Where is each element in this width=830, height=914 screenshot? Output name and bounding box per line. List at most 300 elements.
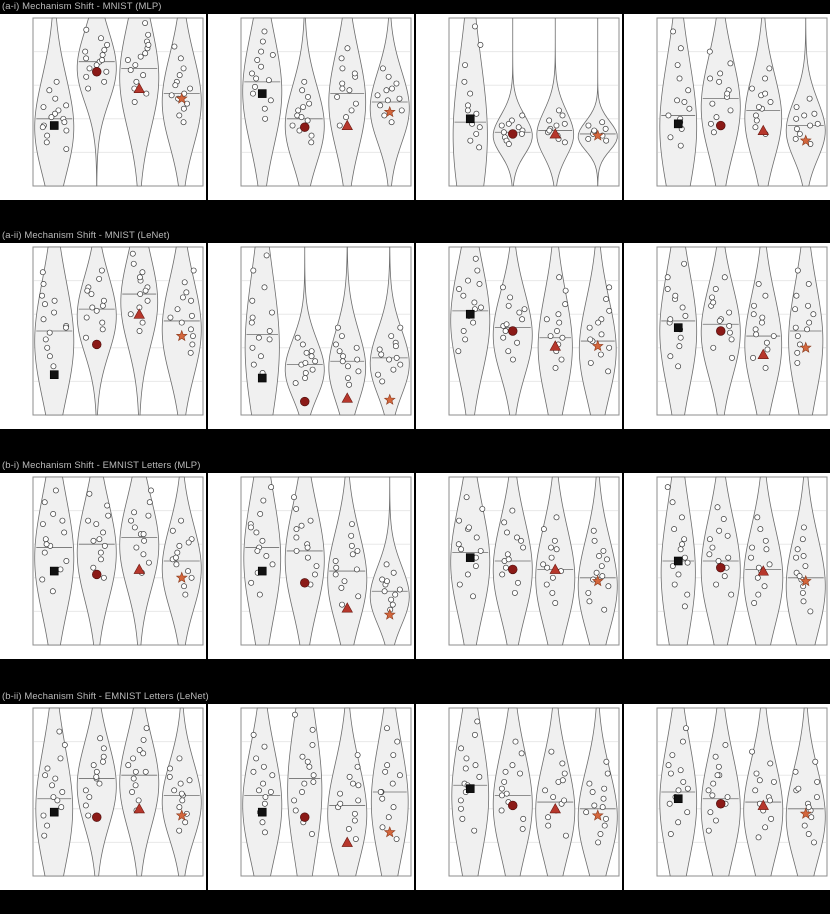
scatter-point: [607, 345, 612, 350]
scatter-point: [681, 779, 686, 784]
scatter-point: [749, 545, 754, 550]
scatter-point: [295, 335, 300, 340]
scatter-point: [545, 565, 550, 570]
scatter-point: [262, 106, 267, 111]
scatter-point: [83, 49, 88, 54]
scatter-point: [99, 268, 104, 273]
scatter-point: [100, 303, 105, 308]
scatter-point: [763, 825, 768, 830]
scatter-point: [519, 317, 524, 322]
scatter-point: [258, 354, 263, 359]
scatter-point: [83, 788, 88, 793]
scatter-point: [763, 91, 768, 96]
violin-body: [536, 477, 575, 645]
scatter-point: [133, 62, 138, 67]
scatter-point: [98, 36, 103, 41]
scatter-point: [673, 293, 678, 298]
scatter-point: [268, 98, 273, 103]
scatter-point: [262, 744, 267, 749]
summary-marker-square: [258, 808, 266, 816]
summary-marker-square: [50, 567, 58, 575]
scatter-point: [258, 511, 263, 516]
scatter-point: [131, 776, 136, 781]
scatter-point: [262, 801, 267, 806]
scatter-point: [184, 101, 189, 106]
scatter-point: [254, 76, 259, 81]
scatter-point: [707, 537, 712, 542]
scatter-point: [86, 518, 91, 523]
violin-body: [786, 477, 825, 645]
scatter-point: [255, 57, 260, 62]
scatter-point: [560, 113, 565, 118]
scatter-point: [503, 769, 508, 774]
violin-body: [537, 18, 574, 186]
scatter-point: [771, 779, 776, 784]
scatter-point: [471, 320, 476, 325]
scatter-point: [86, 86, 91, 91]
scatter-point: [136, 798, 141, 803]
scatter-point: [813, 759, 818, 764]
scatter-point: [356, 798, 361, 803]
scatter-point: [254, 756, 259, 761]
scatter-point: [97, 276, 102, 281]
scatter-point: [144, 91, 149, 96]
scatter-point: [505, 552, 510, 557]
scatter-point: [342, 579, 347, 584]
scatter-point: [168, 315, 173, 320]
summary-marker-square: [50, 122, 58, 130]
scatter-point: [462, 79, 467, 84]
scatter-point: [41, 281, 46, 286]
scatter-point: [393, 344, 398, 349]
violin-body: [493, 18, 532, 186]
summary-marker-circle: [92, 813, 101, 822]
scatter-point: [299, 789, 304, 794]
scatter-point: [300, 88, 305, 93]
scatter-point: [729, 355, 734, 360]
summary-marker-circle: [92, 67, 101, 76]
scatter-point: [347, 88, 352, 93]
scatter-point: [598, 352, 603, 357]
summary-marker-square: [674, 120, 682, 128]
scatter-point: [751, 312, 756, 317]
scatter-point: [51, 511, 56, 516]
scatter-point: [142, 20, 147, 25]
scatter-point: [513, 739, 518, 744]
scatter-point: [548, 333, 553, 338]
scatter-point: [175, 550, 180, 555]
scatter-point: [178, 56, 183, 61]
violin-panel: [208, 243, 414, 429]
scatter-point: [134, 545, 139, 550]
scatter-point: [181, 106, 186, 111]
scatter-point: [350, 552, 355, 557]
scatter-point: [687, 106, 692, 111]
scatter-point: [250, 91, 255, 96]
scatter-point: [721, 516, 726, 521]
scatter-point: [456, 349, 461, 354]
scatter-point: [748, 555, 753, 560]
section-title: (b-ii) Mechanism Shift - EMNIST Letters (LeNet): [2, 691, 209, 702]
violin-canvas: [208, 243, 414, 429]
scatter-point: [768, 761, 773, 766]
scatter-point: [132, 525, 137, 530]
scatter-point: [84, 27, 89, 32]
scatter-point: [51, 364, 56, 369]
scatter-point: [181, 120, 186, 125]
scatter-point: [53, 776, 58, 781]
scatter-point: [260, 781, 265, 786]
scatter-point: [758, 526, 763, 531]
scatter-point: [260, 820, 265, 825]
scatter-point: [754, 118, 759, 123]
scatter-point: [40, 521, 45, 526]
violin-panel: [0, 704, 206, 890]
scatter-point: [128, 312, 133, 317]
summary-marker-circle: [92, 570, 101, 579]
violin-body: [578, 708, 617, 876]
violin-body: [120, 477, 159, 645]
scatter-point: [94, 62, 99, 67]
violin-body: [77, 477, 116, 645]
scatter-point: [303, 370, 308, 375]
scatter-point: [519, 131, 524, 136]
scatter-point: [167, 774, 172, 779]
scatter-point: [308, 518, 313, 523]
scatter-point: [802, 113, 807, 118]
scatter-point: [126, 763, 131, 768]
violin-body: [578, 477, 617, 645]
scatter-point: [560, 761, 565, 766]
scatter-point: [350, 781, 355, 786]
scatter-point: [464, 756, 469, 761]
scatter-point: [40, 125, 45, 130]
scatter-point: [604, 296, 609, 301]
summary-marker-square: [50, 371, 58, 379]
scatter-point: [556, 108, 561, 113]
scatter-point: [508, 295, 513, 300]
scatter-point: [725, 91, 730, 96]
violin-body: [786, 18, 825, 186]
scatter-point: [560, 778, 565, 783]
scatter-point: [463, 337, 468, 342]
scatter-point: [180, 295, 185, 300]
scatter-point: [544, 582, 549, 587]
scatter-point: [717, 528, 722, 533]
scatter-point: [249, 320, 254, 325]
scatter-point: [767, 798, 772, 803]
violin-body: [328, 708, 367, 876]
scatter-point: [502, 779, 507, 784]
scatter-point: [510, 357, 515, 362]
scatter-point: [682, 261, 687, 266]
scatter-point: [47, 330, 52, 335]
scatter-point: [716, 764, 721, 769]
violin-panel: [624, 704, 830, 890]
scatter-point: [340, 66, 345, 71]
scatter-point: [305, 555, 310, 560]
scatter-point: [188, 298, 193, 303]
scatter-point: [710, 101, 715, 106]
scatter-point: [302, 79, 307, 84]
scatter-point: [549, 749, 554, 754]
scatter-point: [603, 126, 608, 131]
scatter-point: [397, 773, 402, 778]
summary-marker-circle: [716, 121, 725, 130]
scatter-point: [515, 580, 520, 585]
scatter-point: [794, 126, 799, 131]
scatter-point: [260, 39, 265, 44]
scatter-point: [677, 76, 682, 81]
scatter-point: [755, 515, 760, 520]
scatter-point: [256, 788, 261, 793]
scatter-point: [380, 379, 385, 384]
scatter-point: [137, 275, 142, 280]
scatter-point: [51, 310, 56, 315]
scatter-point: [722, 574, 727, 579]
scatter-point: [594, 570, 599, 575]
scatter-point: [477, 281, 482, 286]
scatter-point: [83, 335, 88, 340]
scatter-point: [668, 354, 673, 359]
summary-marker-square: [50, 808, 58, 816]
scatter-point: [182, 280, 187, 285]
summary-marker-circle: [716, 327, 725, 336]
scatter-point: [248, 525, 253, 530]
section-title: (b-i) Mechanism Shift - EMNIST Letters (MLP): [2, 460, 201, 471]
scatter-point: [340, 86, 345, 91]
scatter-point: [480, 506, 485, 511]
scatter-point: [547, 118, 552, 123]
scatter-point: [270, 773, 275, 778]
scatter-point: [347, 774, 352, 779]
violin-canvas: [624, 14, 830, 200]
scatter-point: [258, 64, 263, 69]
scatter-point: [130, 756, 135, 761]
scatter-point: [143, 769, 148, 774]
violin-canvas: [208, 704, 414, 890]
scatter-point: [186, 540, 191, 545]
scatter-point: [177, 756, 182, 761]
scatter-point: [605, 771, 610, 776]
scatter-point: [94, 769, 99, 774]
violin-body: [120, 18, 159, 186]
scatter-point: [59, 805, 64, 810]
scatter-point: [250, 345, 255, 350]
scatter-point: [178, 518, 183, 523]
scatter-point: [252, 84, 257, 89]
scatter-point: [727, 330, 732, 335]
scatter-point: [94, 308, 99, 313]
scatter-point: [352, 71, 357, 76]
scatter-point: [346, 382, 351, 387]
scatter-point: [146, 560, 151, 565]
scatter-point: [602, 786, 607, 791]
scatter-point: [267, 337, 272, 342]
scatter-point: [749, 86, 754, 91]
scatter-point: [709, 295, 714, 300]
scatter-point: [713, 286, 718, 291]
scatter-point: [386, 74, 391, 79]
scatter-point: [177, 543, 182, 548]
scatter-point: [586, 590, 591, 595]
scatter-point: [380, 577, 385, 582]
scatter-point: [715, 773, 720, 778]
scatter-point: [682, 604, 687, 609]
scatter-point: [797, 574, 802, 579]
scatter-point: [87, 66, 92, 71]
summary-marker-square: [258, 90, 266, 98]
scatter-point: [354, 345, 359, 350]
scatter-point: [506, 121, 511, 126]
scatter-point: [337, 791, 342, 796]
scatter-point: [678, 768, 683, 773]
scatter-point: [557, 320, 562, 325]
scatter-point: [132, 99, 137, 104]
scatter-point: [251, 769, 256, 774]
scatter-point: [677, 344, 682, 349]
scatter-point: [106, 513, 111, 518]
scatter-point: [397, 587, 402, 592]
scatter-point: [85, 288, 90, 293]
scatter-point: [294, 526, 299, 531]
scatter-point: [94, 774, 99, 779]
scatter-point: [251, 732, 256, 737]
scatter-point: [356, 369, 361, 374]
scatter-point: [672, 582, 677, 587]
scatter-point: [260, 538, 265, 543]
scatter-point: [477, 145, 482, 150]
scatter-point: [807, 96, 812, 101]
violin-panel: [624, 243, 830, 429]
violin-body: [329, 18, 366, 186]
scatter-point: [753, 113, 758, 118]
scatter-point: [177, 73, 182, 78]
scatter-point: [472, 732, 477, 737]
scatter-point: [91, 538, 96, 543]
scatter-point: [390, 781, 395, 786]
scatter-point: [763, 293, 768, 298]
scatter-point: [179, 791, 184, 796]
scatter-point: [264, 553, 269, 558]
scatter-point: [465, 103, 470, 108]
scatter-point: [294, 548, 299, 553]
scatter-point: [520, 113, 525, 118]
scatter-point: [588, 337, 593, 342]
scatter-point: [97, 781, 102, 786]
scatter-point: [606, 584, 611, 589]
scatter-point: [50, 589, 55, 594]
scatter-point: [39, 293, 44, 298]
scatter-point: [270, 52, 275, 57]
scatter-point: [40, 577, 45, 582]
scatter-point: [678, 46, 683, 51]
violin-body: [370, 247, 409, 415]
scatter-point: [141, 73, 146, 78]
scatter-point: [43, 537, 48, 542]
scatter-point: [586, 123, 591, 128]
violin-canvas: [416, 14, 622, 200]
scatter-point: [665, 484, 670, 489]
scatter-point: [672, 526, 677, 531]
scatter-point: [133, 769, 138, 774]
scatter-point: [91, 565, 96, 570]
scatter-point: [262, 29, 267, 34]
panel-row: [0, 14, 830, 200]
summary-marker-square: [466, 310, 474, 318]
scatter-point: [563, 288, 568, 293]
violin-body: [579, 247, 616, 415]
scatter-point: [304, 350, 309, 355]
scatter-point: [352, 811, 357, 816]
scatter-point: [391, 570, 396, 575]
scatter-point: [510, 508, 515, 513]
scatter-point: [263, 794, 268, 799]
scatter-point: [254, 530, 259, 535]
summary-marker-circle: [508, 327, 517, 336]
scatter-point: [711, 345, 716, 350]
scatter-point: [356, 594, 361, 599]
scatter-point: [599, 332, 604, 337]
scatter-point: [602, 607, 607, 612]
scatter-point: [352, 818, 357, 823]
scatter-point: [54, 79, 59, 84]
scatter-point: [309, 133, 314, 138]
scatter-point: [140, 320, 145, 325]
scatter-point: [397, 96, 402, 101]
scatter-point: [309, 831, 314, 836]
scatter-point: [177, 805, 182, 810]
scatter-point: [755, 575, 760, 580]
scatter-point: [517, 771, 522, 776]
scatter-point: [683, 726, 688, 731]
violin-panel: [416, 704, 622, 890]
summary-marker-square: [466, 785, 474, 793]
scatter-point: [462, 62, 467, 67]
scatter-point: [464, 495, 469, 500]
scatter-point: [519, 751, 524, 756]
summary-marker-circle: [508, 801, 517, 810]
scatter-point: [556, 312, 561, 317]
scatter-point: [767, 562, 772, 567]
scatter-point: [499, 786, 504, 791]
violin-panel: [208, 473, 414, 659]
scatter-point: [57, 729, 62, 734]
scatter-point: [458, 798, 463, 803]
scatter-point: [716, 558, 721, 563]
scatter-point: [385, 98, 390, 103]
scatter-point: [725, 794, 730, 799]
violin-body: [493, 708, 532, 876]
violin-body: [285, 247, 324, 415]
scatter-point: [190, 333, 195, 338]
scatter-point: [474, 131, 479, 136]
scatter-point: [169, 93, 174, 98]
scatter-point: [682, 537, 687, 542]
scatter-point: [251, 268, 256, 273]
scatter-point: [181, 584, 186, 589]
scatter-point: [349, 543, 354, 548]
scatter-point: [563, 833, 568, 838]
section-title: (a-ii) Mechanism Shift - MNIST (LeNet): [2, 230, 170, 241]
section-a-ii: [0, 229, 830, 429]
scatter-point: [466, 525, 471, 530]
violin-canvas: [416, 243, 622, 429]
scatter-point: [377, 347, 382, 352]
scatter-point: [793, 136, 798, 141]
violin-body: [329, 247, 366, 415]
scatter-point: [42, 302, 47, 307]
